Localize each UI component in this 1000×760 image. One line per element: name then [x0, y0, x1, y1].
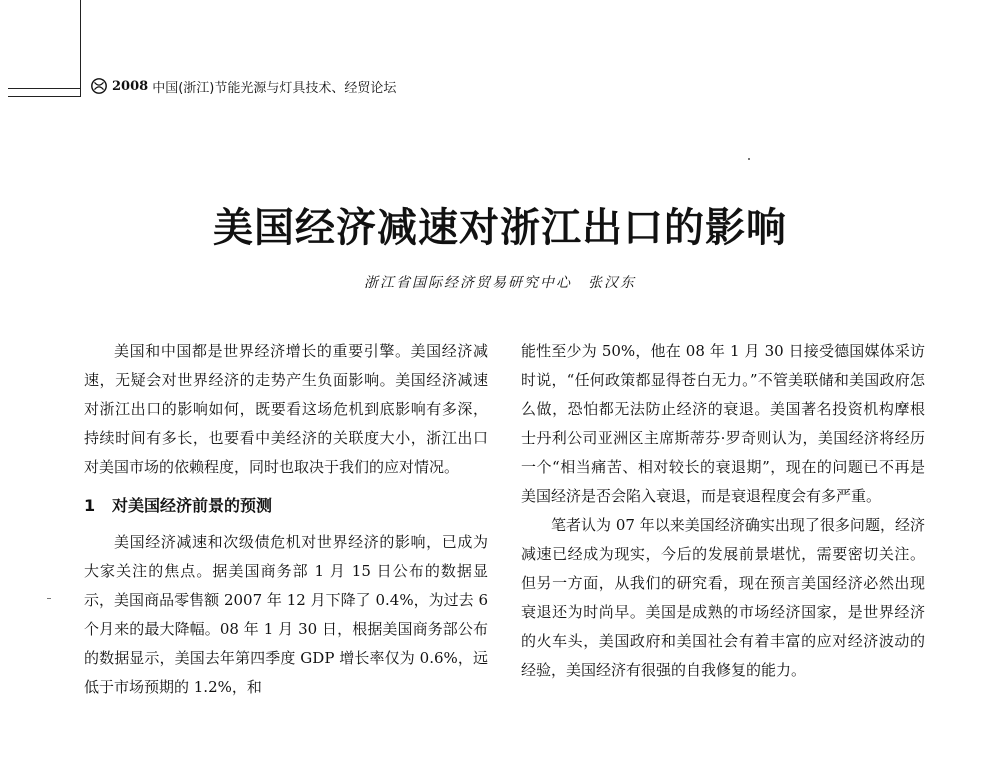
left-column	[84, 337, 488, 702]
section-heading	[84, 492, 488, 520]
margin-tick	[47, 598, 51, 599]
header-forum-title: 中国(浙江)节能光源与灯具技术、经贸论坛	[152, 80, 397, 96]
forum-logo-icon	[90, 77, 108, 95]
print-speck	[748, 158, 750, 160]
continued-paragraph: 能性至少为 50%，他在 08 年 1 月 30 日接受德国媒体采访时说，“任何政策都显得苍白无力。”不管美联储和美国政府怎么做，恐怕都无法防止经济的衰退。美国著名投资机构摩根士丹利公司亚洲区主席斯蒂芬·罗奇则认为，美国经济将经历一个“相当痛苦、相对较长的衰退期”，现在的问题已不再是美国经济是否会陷入衰退，而是衰退程度会有多严重。	[521, 342, 925, 505]
running-header	[90, 76, 396, 96]
author-name: 张汉东	[588, 275, 636, 291]
section-title: 对美国经济前景的预测	[112, 496, 273, 515]
author-opinion-paragraph: 笔者认为 07 年以来美国经济确实出现了很多问题，经济减速已经成为现实，今后的发展前景堪忧，需要密切关注。但另一方面，从我们的研究看，现在预言美国经济必然出现衰退还为时尚早。美国是成熟的市场经济国家，是世界经济的火车头，美国政府和美国社会有着丰富的应对经济波动的经验，美国经济有很强的自我修复的能力。	[521, 516, 925, 679]
intro-paragraph: 美国和中国都是世界经济增长的重要引擎。美国经济减速，无疑会对世界经济的走势产生负面影响。美国经济减速对浙江出口的影响如何，既要看这场危机到底影响有多深，持续时间有多长，也要看中美经济的关联度大小，浙江出口对美国市场的依赖程度，同时也取决于我们的应对情况。	[84, 342, 488, 476]
byline	[0, 272, 1000, 292]
section-number: 1	[84, 496, 96, 515]
section-paragraph: 美国经济减速和次级债危机对世界经济的影响，已成为大家关注的焦点。据美国商务部 1 月 15 日公布的数据显示，美国商品零售额 2007 年 12 月下降了 0.4%，为过去 6 个月来的最大降幅。08 年 1 月 30 日，根据美国商务部公布的数据显示，美国去年第四季度 GDP 增长率仅为 0.6%，远低于市场预期的 1.2%，和	[84, 533, 488, 696]
author-affiliation: 浙江省国际经济贸易研究中心	[364, 275, 572, 291]
header-year: 2008	[112, 78, 149, 94]
header-horizontal-rule	[8, 88, 81, 89]
right-column	[521, 337, 925, 685]
header-vertical-rule	[80, 0, 81, 97]
article-title: 美国经济减速对浙江出口的影响	[213, 204, 787, 251]
header-horizontal-rule-lower	[8, 96, 81, 97]
